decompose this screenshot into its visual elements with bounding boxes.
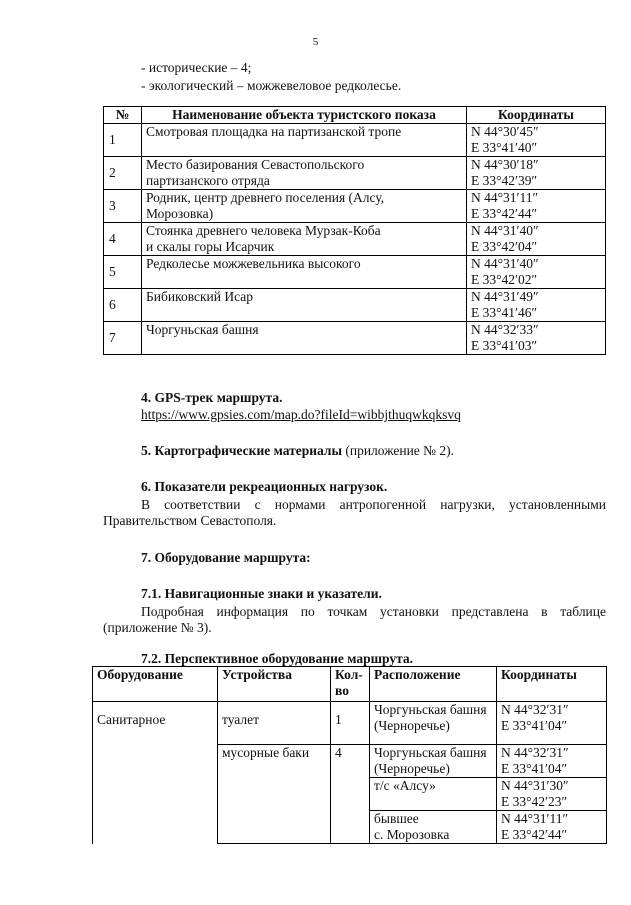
device-name: туалет (218, 702, 331, 745)
intro-item-historic: - исторические – 4; (141, 60, 252, 75)
site-name-line: Стоянка древнего человека Мурзак-Коба (146, 223, 381, 238)
location-coordinates (497, 702, 607, 745)
latitude: N 44°31′11″ (501, 811, 569, 826)
table-row (104, 223, 606, 256)
location-line: с. Морозовка (374, 827, 450, 842)
section-4-heading: 4. GPS-трек маршрута. (141, 390, 283, 405)
location (370, 745, 497, 778)
column-header-name: Наименование объекта туристского показа (142, 107, 467, 124)
latitude: N 44°32′31″ (501, 702, 569, 717)
site-number: 5 (104, 256, 142, 289)
table-row (104, 124, 606, 157)
longitude: E 33°42′23″ (501, 794, 568, 809)
latitude: N 44°32′31″ (501, 745, 569, 760)
section-5-heading: 5. Картографические материалы (141, 443, 342, 458)
site-number: 4 (104, 223, 142, 256)
site-name-line: Место базирования Севастопольского (146, 157, 365, 172)
latitude: N 44°31′40″ (471, 256, 539, 271)
latitude: N 44°31′11″ (471, 190, 539, 205)
site-name-line: Бибиковский Исар (146, 289, 254, 304)
latitude: N 44°31′40″ (471, 223, 539, 238)
site-coordinates (467, 289, 606, 322)
longitude: E 33°42′02″ (471, 272, 538, 287)
location-coordinates (497, 811, 607, 844)
equipment-table (92, 666, 607, 844)
longitude: E 33°42′44″ (501, 827, 568, 842)
site-name-line: Родник, центр древнего поселения (Алсу, (146, 190, 385, 205)
table-row (104, 256, 606, 289)
table-row (104, 289, 606, 322)
section-7-1-text: Подробная информация по точкам установки представлена в таблице (приложение № 3). (103, 604, 606, 635)
device-name: мусорные баки (218, 745, 331, 844)
longitude: E 33°41′04″ (501, 718, 568, 733)
column-header-location: Расположение (370, 667, 497, 702)
section-5-appendix: (приложение № 2). (341, 443, 455, 458)
table-row (104, 190, 606, 223)
site-coordinates (467, 256, 606, 289)
latitude: N 44°31′30″ (501, 778, 569, 793)
location-coordinates (497, 745, 607, 778)
table-header-row (93, 667, 607, 702)
longitude: E 33°41′40″ (471, 140, 538, 155)
location-line: Чоргуньская башня (374, 745, 487, 760)
location-coordinates (497, 778, 607, 811)
site-number: 1 (104, 124, 142, 157)
section-5-line (141, 443, 454, 459)
column-header-coordinates: Координаты (467, 107, 606, 124)
section-7-2-heading: 7.2. Перспективное оборудование маршрута. (141, 651, 414, 666)
table-row (93, 702, 607, 745)
column-header-equipment: Оборудование (93, 667, 218, 702)
site-coordinates (467, 322, 606, 355)
site-name-line: партизанского отряда (146, 173, 270, 188)
location-line: (Черноречье) (374, 718, 450, 733)
device-count: 4 (331, 745, 370, 844)
location (370, 778, 497, 811)
section-6-heading: 6. Показатели рекреационных нагрузок. (141, 479, 388, 494)
column-header-coordinates: Координаты (497, 667, 607, 702)
page-number: 5 (312, 36, 319, 48)
location (370, 702, 497, 745)
site-name-line: и скалы горы Исарчик (146, 239, 275, 254)
table-row (104, 322, 606, 355)
site-coordinates (467, 190, 606, 223)
gps-track-link[interactable]: https://www.gpsies.com/map.do?fileId=wibbjthuqwkqksvq (141, 407, 461, 422)
location-line: (Черноречье) (374, 761, 450, 776)
column-header-count (331, 667, 370, 702)
table-header-row (104, 107, 606, 124)
equipment-category: Санитарное (93, 702, 218, 844)
location-line: т/с «Алсу» (374, 778, 436, 793)
tourist-sites-table (103, 106, 606, 355)
section-6-text: В соответствии с нормами антропогенной нагрузки, установленными Правительством Севастополя. (103, 497, 606, 528)
site-name (142, 157, 467, 190)
site-number: 3 (104, 190, 142, 223)
longitude: E 33°42′04″ (471, 239, 538, 254)
longitude: E 33°41′46″ (471, 305, 538, 320)
site-number: 7 (104, 322, 142, 355)
site-name-line: Чоргуньская башня (146, 322, 259, 337)
intro-item-ecological: - экологический – можжевеловое редколесье. (141, 78, 402, 93)
site-name (142, 256, 467, 289)
site-coordinates (467, 124, 606, 157)
site-number: 6 (104, 289, 142, 322)
site-name (142, 322, 467, 355)
longitude: E 33°42′39″ (471, 173, 538, 188)
longitude: E 33°41′03″ (471, 338, 538, 353)
site-name (142, 190, 467, 223)
site-name-line: Морозовка) (146, 206, 214, 221)
site-name-line: Смотровая площадка на партизанской тропе (146, 124, 402, 139)
site-name (142, 289, 467, 322)
site-name-line: Редколесье можжевельника высокого (146, 256, 361, 271)
latitude: N 44°32′33″ (471, 322, 539, 337)
longitude: E 33°41′04″ (501, 761, 568, 776)
section-7-1-heading: 7.1. Навигационные знаки и указатели. (141, 586, 382, 601)
table-row (104, 157, 606, 190)
section-7-heading: 7. Оборудование маршрута: (141, 550, 311, 565)
location (370, 811, 497, 844)
location-line: бывшее (374, 811, 419, 826)
column-header-devices: Устройства (218, 667, 331, 702)
longitude: E 33°42′44″ (471, 206, 538, 221)
site-name (142, 223, 467, 256)
device-count: 1 (331, 702, 370, 745)
site-coordinates (467, 223, 606, 256)
latitude: N 44°31′49″ (471, 289, 539, 304)
location-line: Чоргуньская башня (374, 702, 487, 717)
site-name (142, 124, 467, 157)
count-header-text: Кол-во (335, 667, 363, 698)
latitude: N 44°30′18″ (471, 157, 539, 172)
latitude: N 44°30′45″ (471, 124, 539, 139)
site-coordinates (467, 157, 606, 190)
column-header-number: № (104, 107, 142, 124)
site-number: 2 (104, 157, 142, 190)
